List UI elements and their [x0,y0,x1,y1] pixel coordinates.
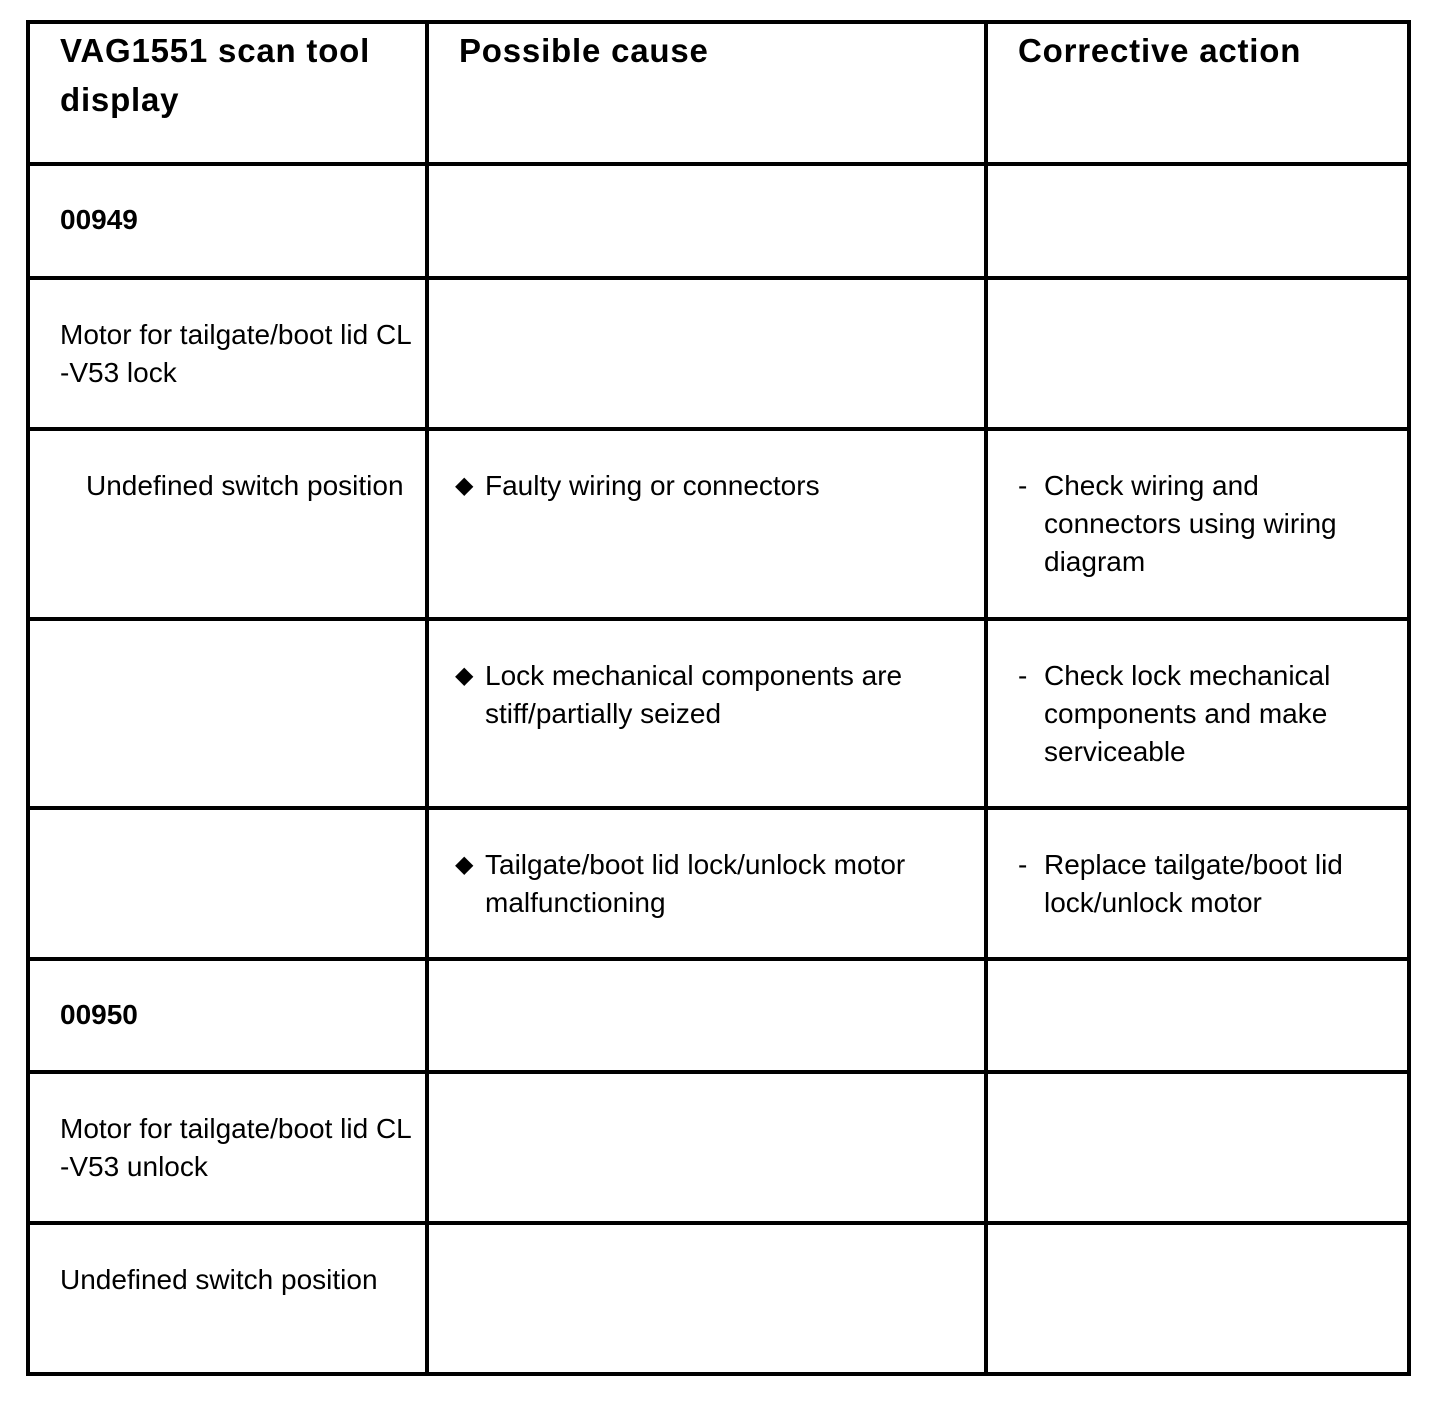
table-row [28,619,1409,808]
possible-cause-text: Lock mechanical components are stiff/partially seized [485,660,903,729]
action-cell [986,1072,1409,1223]
table-row [28,164,1409,278]
action-cell [986,1223,1409,1374]
diamond-bullet-icon: ◆ [455,851,474,878]
fault-table [26,20,1411,1376]
cause-cell [427,164,986,278]
display-cell [28,959,427,1072]
table-row [28,808,1409,959]
fault-code: 00950 [60,999,138,1030]
action-cell [986,429,1409,619]
corrective-action-text: Check wiring and connectors using wiring diagram [1044,470,1337,577]
dash-marker: - [1018,660,1028,691]
action-cell [986,164,1409,278]
table-row [28,1072,1409,1223]
diamond-bullet-icon: ◆ [455,662,474,689]
possible-cause-text: Tailgate/boot lid lock/unlock motor malfunctioning [485,849,906,918]
header-cause-label: Possible cause [459,32,709,69]
header-cause [427,22,986,164]
display-cell [28,1072,427,1223]
header-display-label: VAG1551 scan tool display [60,32,371,118]
diamond-bullet-icon: ◆ [455,472,474,499]
table-row [28,1223,1409,1374]
possible-cause-text: Faulty wiring or connectors [485,470,820,501]
action-cell [986,808,1409,959]
action-cell [986,619,1409,808]
header-display [28,22,427,164]
fault-description: Undefined switch position [86,470,404,501]
corrective-action-text: Replace tailgate/boot lid lock/unlock motor [1044,849,1343,918]
cause-cell [427,959,986,1072]
header-action-label: Corrective action [1018,32,1302,69]
fault-description: Undefined switch position [60,1264,378,1295]
table-row [28,429,1409,619]
header-action [986,22,1409,164]
table-header-row [28,22,1409,164]
table-row [28,278,1409,429]
display-cell [28,278,427,429]
display-cell [28,164,427,278]
component-description: Motor for tailgate/boot lid CL -V53 unlock [60,1113,411,1182]
display-cell [28,429,427,619]
cause-cell [427,808,986,959]
display-cell [28,619,427,808]
cause-cell [427,429,986,619]
cause-cell [427,278,986,429]
cause-cell [427,1072,986,1223]
dash-marker: - [1018,849,1028,880]
display-cell [28,808,427,959]
action-cell [986,278,1409,429]
cause-cell [427,1223,986,1374]
cause-cell [427,619,986,808]
display-cell [28,1223,427,1374]
table-row [28,959,1409,1072]
action-cell [986,959,1409,1072]
fault-code: 00949 [60,204,138,235]
component-description: Motor for tailgate/boot lid CL -V53 lock [60,319,411,388]
corrective-action-text: Check lock mechanical components and make serviceable [1044,660,1331,767]
dash-marker: - [1018,470,1028,501]
